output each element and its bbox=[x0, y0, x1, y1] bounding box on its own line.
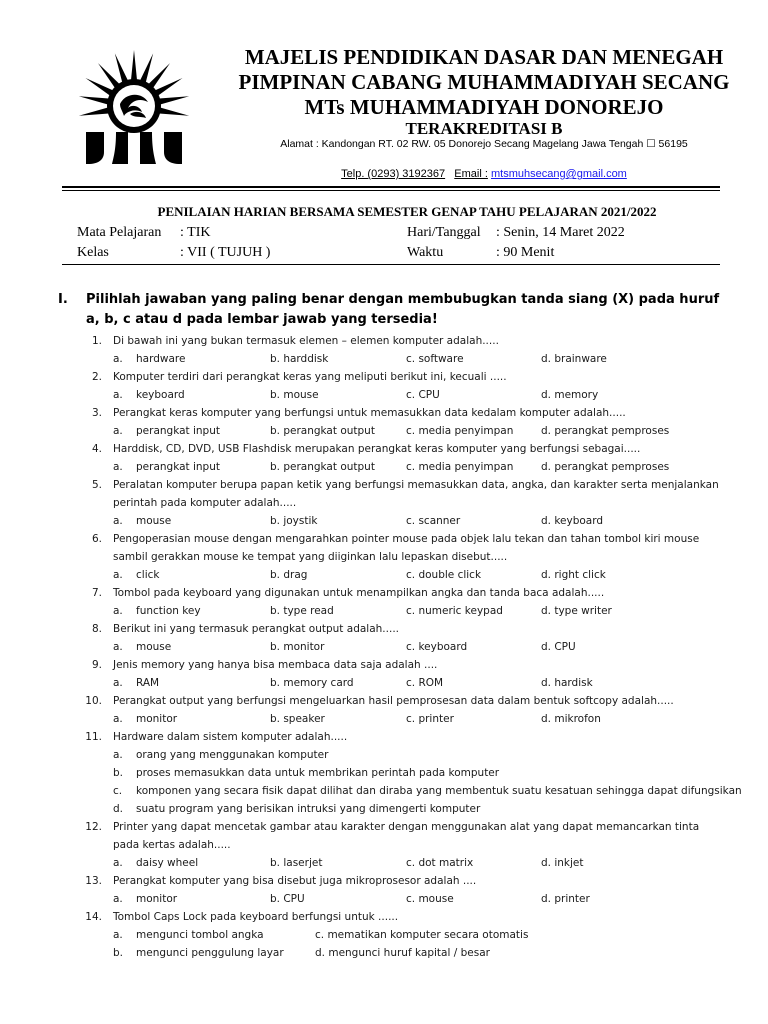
option-c: c. dot matrix bbox=[406, 857, 474, 869]
option-d: d. perangkat pemproses bbox=[541, 461, 670, 473]
option-d: suatu program yang berisikan intruksi yang dimengerti komputer bbox=[136, 803, 481, 815]
section-instruction: Pilihlah jawaban yang paling benar dengan membubugkan tanda siang (X) pada huruf a, b, c atau d pada lembar jawab yang tersedia! bbox=[86, 292, 720, 327]
option-c: c. media penyimpan bbox=[406, 425, 514, 437]
option-a: perangkat input bbox=[136, 461, 220, 473]
info-divider bbox=[62, 264, 720, 265]
question-number: 11. bbox=[85, 731, 102, 743]
option-a: hardware bbox=[136, 353, 186, 365]
question-option-long bbox=[0, 800, 768, 818]
accreditation: TERAKREDITASI B bbox=[405, 119, 563, 138]
time-label: Waktu bbox=[407, 245, 444, 260]
question-stem bbox=[0, 872, 768, 890]
option-c: c. keyboard bbox=[406, 641, 468, 653]
option-b: b. drag bbox=[270, 569, 308, 581]
option-a: daisy wheel bbox=[136, 857, 199, 869]
email-label: Email : bbox=[454, 168, 488, 180]
option-letter: a. bbox=[113, 515, 123, 527]
option-letter: d. bbox=[113, 803, 124, 815]
question-text: Harddisk, CD, DVD, USB Flashdisk merupakan perangkat keras komputer yang berfungsi sebagai..... bbox=[113, 443, 641, 455]
question-list bbox=[0, 332, 768, 962]
question-stem bbox=[0, 620, 768, 638]
option-a: RAM bbox=[136, 677, 160, 689]
option-b: b. CPU bbox=[270, 893, 305, 905]
option-b: b. laserjet bbox=[270, 857, 323, 869]
option-b: b. perangkat output bbox=[270, 461, 375, 473]
option-letter: a. bbox=[113, 461, 123, 473]
option-a: monitor bbox=[136, 713, 178, 725]
question-number: 6. bbox=[91, 533, 102, 545]
question-options bbox=[0, 638, 768, 656]
question-options bbox=[0, 890, 768, 908]
question-text: Perangkat output yang berfungsi mengeluarkan hasil pemprosesan data dalam bentuk softcopy adalah..... bbox=[113, 695, 674, 707]
question-text: Hardware dalam sistem komputer adalah..... bbox=[113, 731, 348, 743]
question-text: Tombol Caps Lock pada keyboard berfungsi untuk ...... bbox=[113, 911, 399, 923]
question-number: 12. bbox=[85, 821, 102, 833]
option-a: orang yang menggunakan komputer bbox=[136, 749, 329, 761]
option-letter: a. bbox=[113, 857, 123, 869]
school-name: MTs MUHAMMADIYAH DONOREJO bbox=[304, 95, 664, 119]
option-letter: a. bbox=[113, 929, 123, 941]
option-a: monitor bbox=[136, 893, 178, 905]
question-options bbox=[0, 710, 768, 728]
option-b: b. type read bbox=[270, 605, 334, 617]
option-b: proses memasukkan data untuk membrikan perintah pada komputer bbox=[136, 767, 500, 779]
question-options bbox=[0, 458, 768, 476]
question-options bbox=[0, 854, 768, 872]
question-options bbox=[0, 944, 768, 962]
phone-number: Telp. (0293) 3192367 bbox=[341, 168, 446, 180]
option-a: keyboard bbox=[136, 389, 185, 401]
question-number: 7. bbox=[91, 587, 102, 599]
option-a: mengunci tombol angka bbox=[136, 929, 264, 941]
question-option-long bbox=[0, 782, 768, 800]
option-c: komponen yang secara fisik dapat dilihat dan diraba yang membentuk suatu kesatuan sehingga dapat difungsikan bbox=[136, 785, 742, 797]
subject-value: : TIK bbox=[180, 225, 211, 240]
org-title-line-1: MAJELIS PENDIDIKAN DASAR DAN MENEGAH bbox=[244, 45, 724, 69]
option-d: d. type writer bbox=[541, 605, 612, 617]
option-a: mouse bbox=[136, 641, 172, 653]
option-b: b. memory card bbox=[270, 677, 354, 689]
question-options bbox=[0, 674, 768, 692]
option-b: b. joystik bbox=[270, 515, 318, 527]
muhammadiyah-logo bbox=[64, 48, 204, 170]
question-number: 9. bbox=[91, 659, 102, 671]
option-letter: a. bbox=[113, 677, 123, 689]
question-number: 5. bbox=[91, 479, 102, 491]
question-number: 8. bbox=[91, 623, 102, 635]
question-number: 3. bbox=[91, 407, 102, 419]
option-letter: b. bbox=[113, 767, 124, 779]
question-text: Pengoperasian mouse dengan mengarahkan pointer mouse pada objek lalu tekan dan tahan tombol kiri mouse sambil gerakkan mouse ke tempat yang diiginkan lalu lepaskan disebut..... bbox=[113, 533, 700, 563]
option-c: c. media penyimpan bbox=[406, 461, 514, 473]
question-stem bbox=[0, 530, 768, 566]
option-letter: a. bbox=[113, 749, 123, 761]
contact-line bbox=[218, 167, 750, 181]
question-text: Peralatan komputer berupa papan ketik yang berfungsi memasukkan data, angka, dan karakter serta menjalankan perintah pada komputer adalah..... bbox=[113, 479, 719, 509]
question-text: Jenis memory yang hanya bisa membaca data saja adalah .... bbox=[113, 659, 438, 671]
option-letter: a. bbox=[113, 893, 123, 905]
question-stem bbox=[0, 404, 768, 422]
question-options bbox=[0, 512, 768, 530]
question-stem bbox=[0, 908, 768, 926]
header-divider bbox=[62, 186, 720, 188]
class-value: : VII ( TUJUH ) bbox=[180, 245, 271, 260]
option-d: d. hardisk bbox=[541, 677, 593, 689]
question-text: Di bawah ini yang bukan termasuk elemen – elemen komputer adalah..... bbox=[113, 335, 499, 347]
question-stem bbox=[0, 440, 768, 458]
option-d: d. perangkat pemproses bbox=[541, 425, 670, 437]
option-b: mengunci penggulung layar bbox=[136, 947, 284, 959]
org-title-line-2: PIMPINAN CABANG MUHAMMADIYAH SECANG bbox=[238, 70, 730, 94]
option-letter: a. bbox=[113, 569, 123, 581]
option-d: d. memory bbox=[541, 389, 599, 401]
question-number: 13. bbox=[85, 875, 102, 887]
question-stem bbox=[0, 818, 768, 854]
option-c: c. ROM bbox=[406, 677, 444, 689]
option-d: d. CPU bbox=[541, 641, 576, 653]
question-text: Perangkat komputer yang bisa disebut juga mikroprosesor adalah .... bbox=[113, 875, 477, 887]
email-link[interactable]: mtsmuhsecang@gmail.com bbox=[490, 168, 627, 180]
date-label: Hari/Tanggal bbox=[407, 225, 481, 240]
time-value: : 90 Menit bbox=[496, 245, 555, 260]
option-letter: a. bbox=[113, 425, 123, 437]
question-number: 4. bbox=[91, 443, 102, 455]
question-stem bbox=[0, 332, 768, 350]
option-d: d. mikrofon bbox=[541, 713, 601, 725]
option-c: c. software bbox=[406, 353, 464, 365]
option-d: d. right click bbox=[541, 569, 606, 581]
question-text: Komputer terdiri dari perangkat keras yang meliputi berikut ini, kecuali ..... bbox=[113, 371, 507, 383]
section-number: I. bbox=[58, 292, 68, 307]
option-c: c. double click bbox=[406, 569, 482, 581]
option-b: b. perangkat output bbox=[270, 425, 375, 437]
question-options bbox=[0, 386, 768, 404]
option-d: d. brainware bbox=[541, 353, 607, 365]
school-address: Alamat : Kandongan RT. 02 RW. 05 Donorejo Secang Magelang Jawa Tengah ☐ 56195 bbox=[280, 138, 688, 150]
question-options bbox=[0, 926, 768, 944]
option-b: b. monitor bbox=[270, 641, 325, 653]
question-options bbox=[0, 422, 768, 440]
question-text: Berikut ini yang termasuk perangkat output adalah..... bbox=[113, 623, 399, 635]
option-c: c. mematikan komputer secara otomatis bbox=[315, 929, 529, 941]
option-letter: b. bbox=[113, 947, 124, 959]
question-options bbox=[0, 350, 768, 368]
option-letter: a. bbox=[113, 605, 123, 617]
option-letter: a. bbox=[113, 389, 123, 401]
question-options bbox=[0, 566, 768, 584]
header-divider-thin bbox=[62, 190, 720, 191]
question-number: 14. bbox=[85, 911, 102, 923]
exam-title: PENILAIAN HARIAN BERSAMA SEMESTER GENAP TAHU PELAJARAN 2021/2022 bbox=[157, 204, 657, 219]
option-a: click bbox=[136, 569, 160, 581]
question-stem bbox=[0, 692, 768, 710]
option-b: b. speaker bbox=[270, 713, 325, 725]
option-d: d. inkjet bbox=[541, 857, 584, 869]
subject-label: Mata Pelajaran bbox=[77, 225, 162, 240]
option-b: b. mouse bbox=[270, 389, 319, 401]
option-letter: a. bbox=[113, 713, 123, 725]
option-d: d. mengunci huruf kapital / besar bbox=[315, 947, 490, 959]
date-value: : Senin, 14 Maret 2022 bbox=[496, 225, 625, 240]
question-stem bbox=[0, 584, 768, 602]
option-c: c. printer bbox=[406, 713, 454, 725]
option-a: function key bbox=[136, 605, 201, 617]
question-stem bbox=[0, 728, 768, 746]
question-options bbox=[0, 602, 768, 620]
question-number: 2. bbox=[91, 371, 102, 383]
question-number: 1. bbox=[91, 335, 102, 347]
question-number: 10. bbox=[85, 695, 102, 707]
option-b: b. harddisk bbox=[270, 353, 329, 365]
option-c: c. scanner bbox=[406, 515, 461, 527]
question-stem bbox=[0, 656, 768, 674]
option-c: c. numeric keypad bbox=[406, 605, 503, 617]
option-c: c. mouse bbox=[406, 893, 454, 905]
question-stem bbox=[0, 476, 768, 512]
question-option-long bbox=[0, 746, 768, 764]
question-text: Printer yang dapat mencetak gambar atau karakter dengan menggunakan alat yang dapat memancarkan tinta pada kertas adalah..... bbox=[113, 821, 700, 851]
class-label: Kelas bbox=[77, 245, 109, 260]
option-a: perangkat input bbox=[136, 425, 220, 437]
option-c: c. CPU bbox=[406, 389, 440, 401]
option-d: d. keyboard bbox=[541, 515, 604, 527]
option-letter: a. bbox=[113, 353, 123, 365]
question-option-long bbox=[0, 764, 768, 782]
option-letter: a. bbox=[113, 641, 123, 653]
question-text: Perangkat keras komputer yang berfungsi untuk memasukkan data kedalam komputer adalah..... bbox=[113, 407, 626, 419]
question-text: Tombol pada keyboard yang digunakan untuk menampilkan angka dan tanda baca adalah..... bbox=[113, 587, 605, 599]
option-a: mouse bbox=[136, 515, 172, 527]
option-d: d. printer bbox=[541, 893, 590, 905]
option-letter: c. bbox=[113, 785, 123, 797]
question-stem bbox=[0, 368, 768, 386]
